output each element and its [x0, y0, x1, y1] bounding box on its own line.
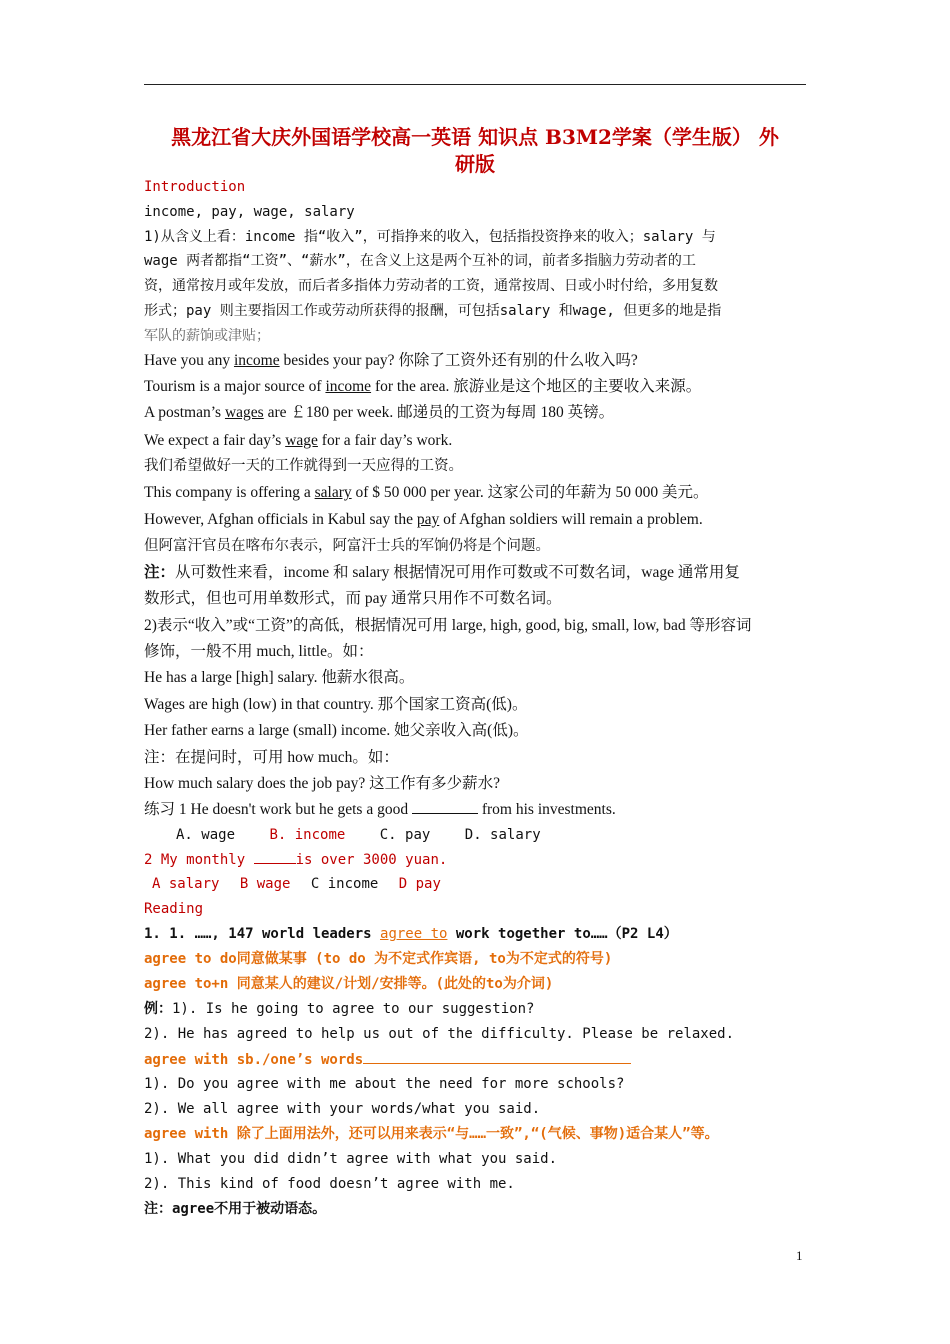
para1-line-4: 形式；pay 则主要指因工作或劳动所获得的报酬，可包括salary 和wage, 但更多的地是指 — [144, 303, 722, 319]
para2-line-2: 修饰，一般不用 much, little。如： — [144, 643, 374, 660]
note-1-line-2: 数形式，但也可用单数形式，而 pay 通常只用作不可数名词。 — [144, 590, 562, 607]
reading-note-passive: 注：agree不用于被动语态。 — [144, 1201, 327, 1217]
option-d: D. salary — [464, 827, 541, 843]
para2-line-1: 2)表示“收入”或“工资”的高低，根据情况可用 large, high, good, big, small, low, bad 等形容词 — [144, 617, 752, 634]
title-line-1: 黑龙江省大庆外国语学校高一英语 知识点 B3M2学案（学生版） 外 — [171, 125, 779, 149]
option-b: B wage — [239, 876, 291, 892]
option-a: A. wage — [176, 827, 236, 843]
word-list: income, pay, wage, salary — [144, 204, 355, 220]
reading-example-5: 1). What you did didn’t agree with what you said. — [144, 1151, 558, 1167]
reading-note-agree-with-meaning: agree with 除了上面用法外，还可以用来表示“与……一致”,“(气候、事物)适合某人”等。 — [144, 1126, 719, 1142]
title-line-2: 研版 — [455, 152, 495, 176]
practice-1-options — [176, 825, 567, 845]
section-introduction: Introduction — [144, 179, 246, 195]
example-6: However, Afghan officials in Kabul say the pay of Afghan soldiers will remain a problem. — [144, 511, 703, 528]
document-title — [144, 124, 806, 178]
note-2: 注：在提问时，可用 how much。如： — [144, 749, 399, 766]
page-number: 1 — [796, 1248, 803, 1263]
agree-with-blank — [363, 1049, 631, 1064]
option-d: D pay — [398, 876, 441, 892]
example-1: Have you any income besides your pay? 你除了工资外还有别的什么收入吗? — [144, 352, 638, 369]
option-a: A salary — [152, 876, 220, 892]
reading-example-4: 2). We all agree with your words/what you said. — [144, 1101, 541, 1117]
reading-example-1: 例：1). Is he going to agree to our suggestion? — [144, 1001, 535, 1017]
reading-example-6: 2). This kind of food doesn’t agree with me. — [144, 1176, 515, 1192]
example-4: We expect a fair day’s wage for a fair day’s work. — [144, 432, 453, 449]
reading-point-1: 1. 1. ……, 147 world leaders agree to work together to……（P2 L4） — [144, 926, 678, 942]
example-2: Tourism is a major source of income for the area. 旅游业是这个地区的主要收入来源。 — [144, 378, 702, 395]
example-9: Her father earns a large (small) income. 她父亲收入高(低)。 — [144, 722, 529, 739]
example-7: He has a large [high] salary. 他薪水很高。 — [144, 669, 415, 686]
section-reading: Reading — [144, 901, 204, 917]
practice-2-blank — [254, 849, 296, 864]
option-c: C income — [310, 876, 379, 892]
practice-1: 练习 1 He doesn't work but he gets a good from his investments. — [144, 801, 616, 818]
practice-1-blank — [412, 799, 478, 814]
note-1-line-1: 注：从可数性来看，income 和 salary 根据情况可用作可数或不可数名词，wage 通常用复 — [144, 564, 740, 581]
header-rule — [144, 84, 806, 85]
example-3: A postman’s wages are ￡180 per week. 邮递员的工资为每周 180 英镑。 — [144, 404, 615, 421]
reading-note-agree-with: agree with sb./one’s words — [144, 1049, 631, 1070]
reading-note-agree-to-n: agree to+n 同意某人的建议/计划/安排等。(此处的to为介词) — [144, 976, 554, 992]
example-5: This company is offering a salary of $ 50 000 per year. 这家公司的年薪为 50 000 美元。 — [144, 484, 709, 501]
example-6-translation: 但阿富汗官员在喀布尔表示，阿富汗士兵的军饷仍将是个问题。 — [144, 538, 550, 554]
para1-line-3: 资，通常按月或年发放，而后者多指体力劳动者的工资，通常按周、日或小时付给，多用复数 — [144, 278, 718, 294]
reading-example-2: 2). He has agreed to help us out of the difficulty. Please be relaxed. — [144, 1026, 735, 1042]
option-b: B. income — [269, 827, 346, 843]
option-c: C. pay — [379, 827, 431, 843]
reading-note-agree-to-do: agree to do同意做某事 (to do 为不定式作宾语, to为不定式的符号) — [144, 951, 613, 967]
practice-2: 2 My monthly is over 3000 yuan. — [144, 849, 447, 870]
example-10: How much salary does the job pay? 这工作有多少薪水? — [144, 775, 501, 792]
example-4-translation: 我们希望做好一天的工作就得到一天应得的工资。 — [144, 458, 463, 474]
reading-example-3: 1). Do you agree with me about the need for more schools? — [144, 1076, 625, 1092]
practice-2-options — [152, 874, 441, 894]
para1-line-5: 军队的薪饷或津贴； — [144, 328, 270, 344]
para1-line-2: wage 两者都指“工资”、“薪水”，在含义上这是两个互补的词，前者多指脑力劳动者的工 — [144, 253, 696, 269]
example-8: Wages are high (low) in that country. 那个国家工资高(低)。 — [144, 696, 528, 713]
para1-line-1: 1)从含义上看：income 指“收入”，可指挣来的收入，包括指投资挣来的收入；salary 与 — [144, 229, 716, 245]
